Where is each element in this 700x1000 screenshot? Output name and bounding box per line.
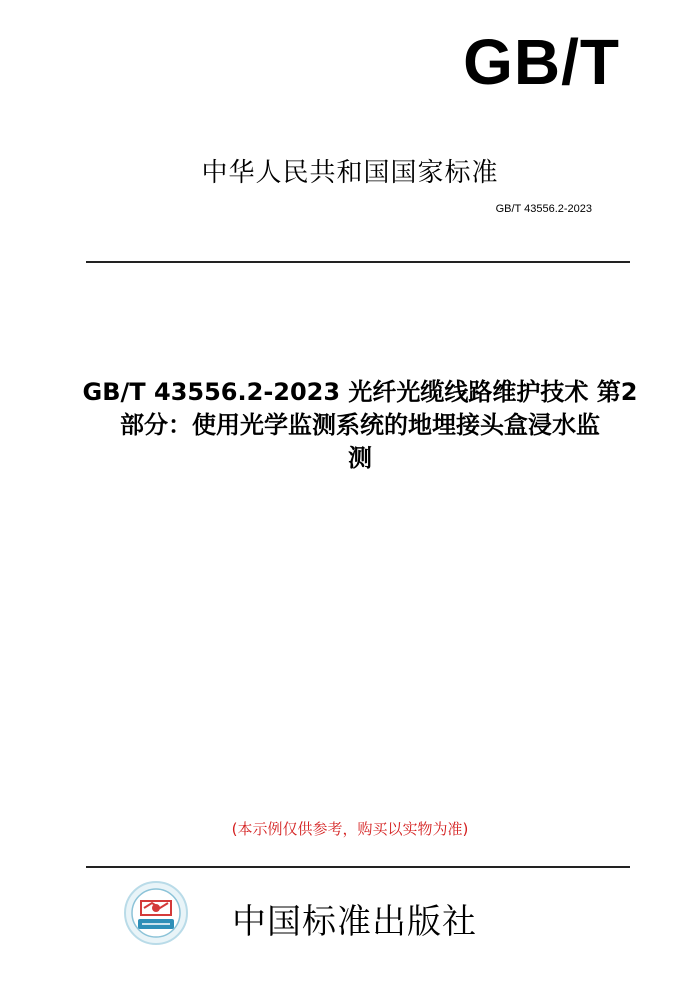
disclaimer-note: (本示例仅供参考，购买以实物为准): [231, 820, 469, 838]
national-standard-heading: 中华人民共和国国家标准: [201, 158, 499, 188]
bottom-divider: [86, 866, 630, 868]
top-divider: [86, 261, 630, 263]
publisher-seal-icon: [124, 881, 188, 945]
standard-number: GB/T 43556.2-2023: [495, 203, 592, 215]
title-line-2: 部分：使用光学监测系统的地埋接头盒浸水监: [120, 411, 600, 439]
title-line-3: 测: [348, 444, 372, 472]
title-line-1: GB/T 43556.2-2023 光纤光缆线路维护技术 第2: [82, 378, 638, 406]
publisher-name: 中国标准出版社: [232, 902, 477, 942]
gbt-logo: GB/T: [463, 26, 620, 98]
document-title: [40, 376, 680, 475]
